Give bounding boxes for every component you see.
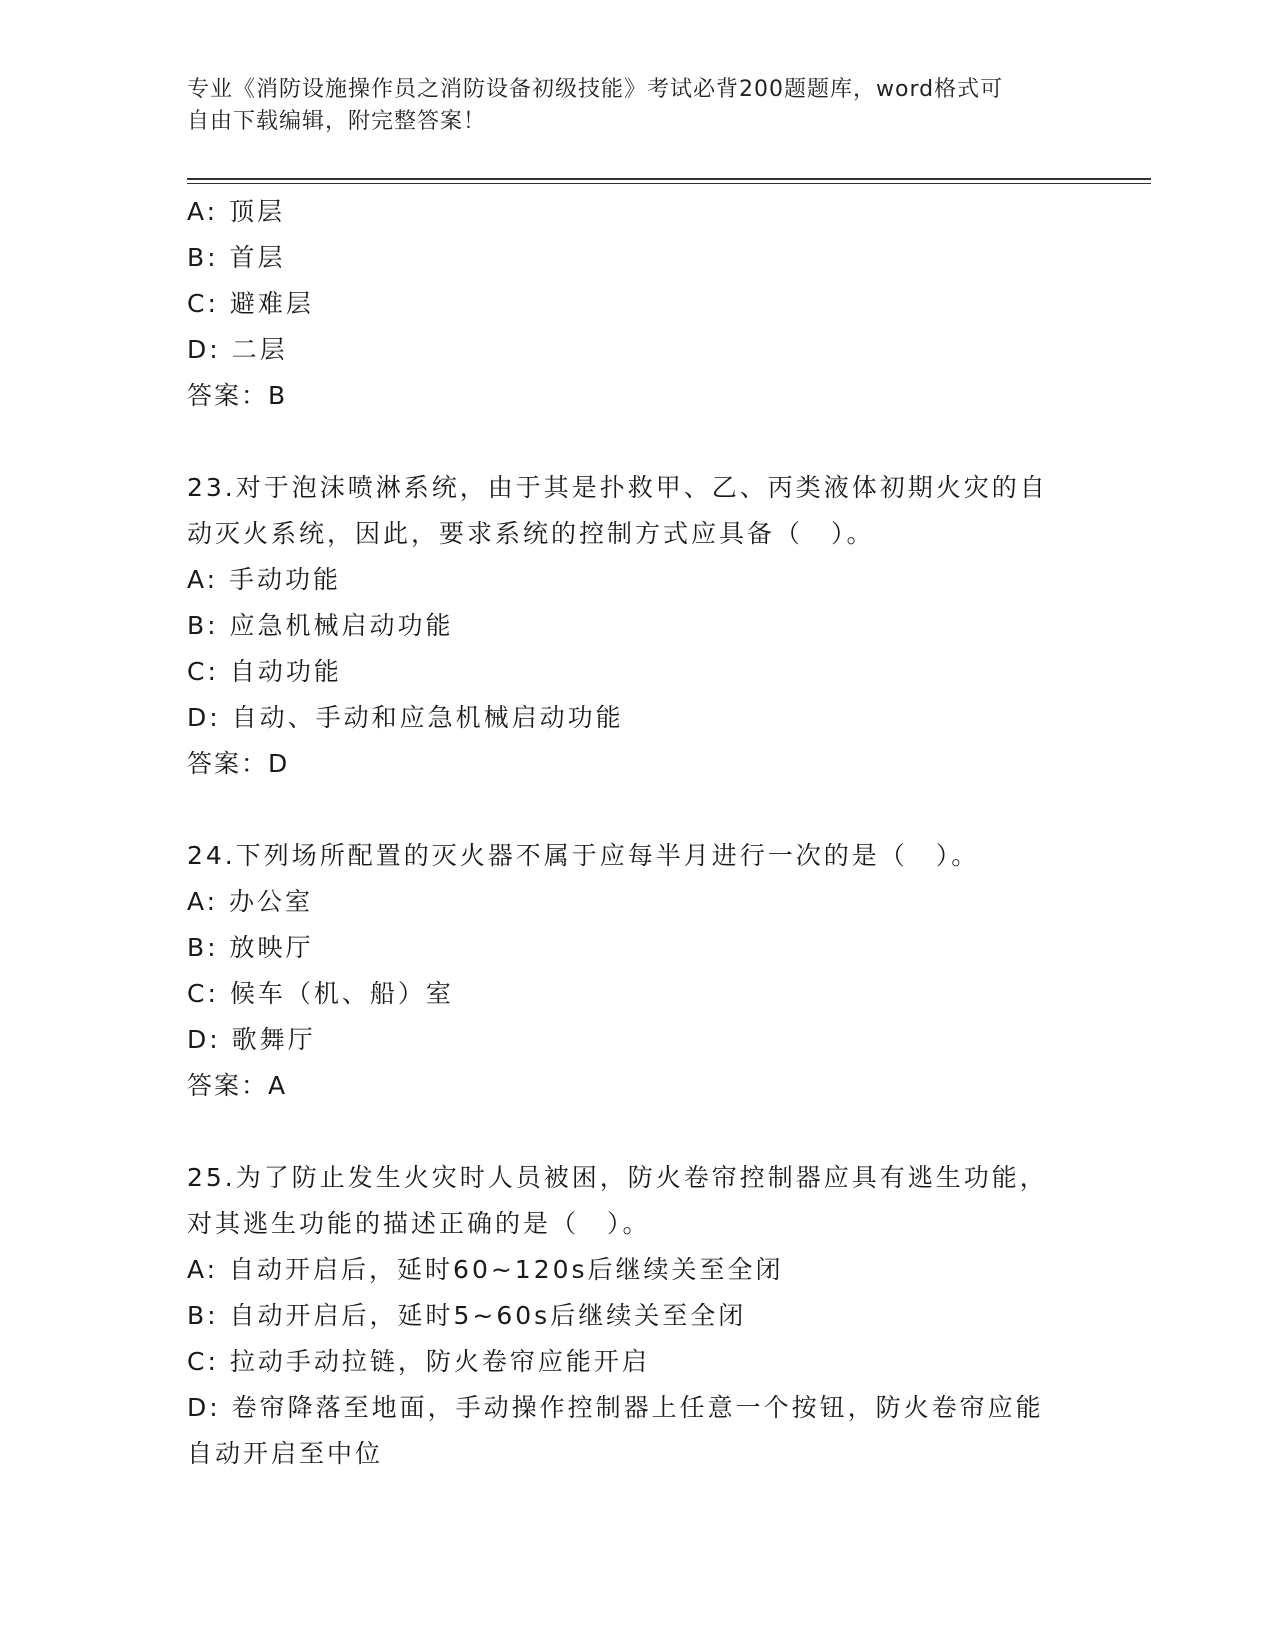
option-d: D: 二层 [187, 335, 288, 364]
option-c: C: 避难层 [187, 289, 314, 318]
option-b: B: 首层 [187, 243, 286, 272]
question-23 [187, 465, 1077, 787]
question-stem-line-1: 25.为了防止发生火灾时人员被困，防火卷帘控制器应具有逃生功能， [187, 1163, 1048, 1192]
option-b: B: 应急机械启动功能 [187, 611, 454, 640]
question-22 [187, 189, 1077, 419]
option-b: B: 自动开启后，延时5~60s后继续关至全闭 [187, 1301, 747, 1330]
header-line-2: 自由下载编辑，附完整答案！ [187, 109, 487, 134]
spacer [187, 419, 1077, 465]
answer-line: 答案：B [187, 381, 288, 410]
question-stem-line-2: 动灭火系统，因此，要求系统的控制方式应具备（ ）。 [187, 519, 875, 548]
question-stem-line-2: 对其逃生功能的描述正确的是（ ）。 [187, 1209, 651, 1238]
question-list [187, 189, 1077, 1477]
option-a: A: 自动开启后，延时60~120s后继续关至全闭 [187, 1255, 784, 1284]
option-a: A: 顶层 [187, 197, 286, 226]
question-25 [187, 1155, 1077, 1477]
option-a: A: 办公室 [187, 887, 314, 916]
answer-line: 答案：A [187, 1071, 288, 1100]
header-divider-thin [187, 183, 1151, 184]
option-b: B: 放映厅 [187, 933, 314, 962]
question-24 [187, 833, 1077, 1109]
question-stem-line-1: 24.下列场所配置的灭火器不属于应每半月进行一次的是（ ）。 [187, 841, 980, 870]
option-d-line-2: 自动开启至中位 [187, 1439, 384, 1468]
option-d: D: 自动、手动和应急机械启动功能 [187, 703, 624, 732]
answer-line: 答案：D [187, 749, 290, 778]
spacer [187, 1109, 1077, 1155]
option-c: C: 拉动手动拉链，防火卷帘应能开启 [187, 1347, 650, 1376]
option-a: A: 手动功能 [187, 565, 342, 594]
spacer [187, 787, 1077, 833]
question-stem-line-1: 23.对于泡沫喷淋系统，由于其是扑救甲、乙、丙类液体初期火灾的自 [187, 473, 1048, 502]
option-c: C: 自动功能 [187, 657, 342, 686]
document-header [187, 74, 1067, 138]
header-line-1: 专业《消防设施操作员之消防设备初级技能》考试必背200题题库，word格式可 [187, 77, 1004, 102]
header-divider-thick [187, 178, 1151, 180]
option-c: C: 候车（机、船）室 [187, 979, 454, 1008]
option-d: D: 歌舞厅 [187, 1025, 316, 1054]
option-d-line-1: D: 卷帘降落至地面，手动操作控制器上任意一个按钮，防火卷帘应能 [187, 1393, 1044, 1422]
